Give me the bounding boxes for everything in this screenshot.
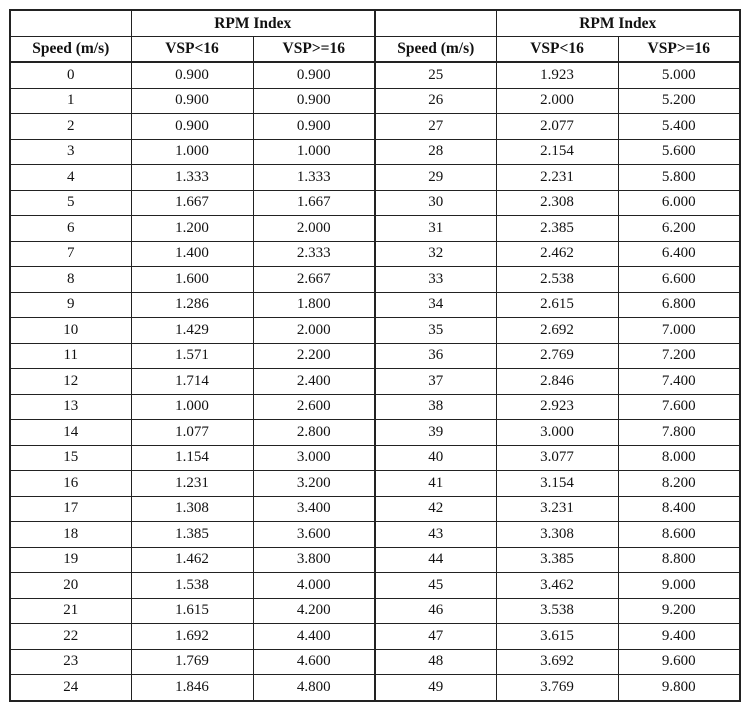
vsp-lt16-cell-right: 3.538: [496, 598, 618, 624]
vsp-ge16-cell-right: 7.200: [618, 343, 740, 369]
speed-cell-left: 24: [10, 675, 131, 701]
speed-cell-left: 11: [10, 343, 131, 369]
table-row: [10, 420, 740, 446]
speed-cell-left: 13: [10, 394, 131, 420]
table-row: [10, 292, 740, 318]
vsp-ge16-cell-left: 0.900: [253, 88, 375, 114]
vsp-ge16-cell-right: 5.000: [618, 62, 740, 88]
vsp-lt16-cell-left: 1.846: [131, 675, 253, 701]
vsp-ge16-cell-right: 9.800: [618, 675, 740, 701]
header-blank-left: [10, 10, 131, 36]
vsp-ge16-cell-left: 3.000: [253, 445, 375, 471]
table-row: [10, 445, 740, 471]
table-row: [10, 267, 740, 293]
table-row: [10, 318, 740, 344]
vsp-ge16-cell-right: 8.600: [618, 522, 740, 548]
table-row: [10, 190, 740, 216]
vsp-ge16-cell-left: 1.667: [253, 190, 375, 216]
vsp-lt16-cell-left: 1.154: [131, 445, 253, 471]
group-title-right: RPM Index: [496, 10, 740, 36]
vsp-ge16-cell-right: 8.400: [618, 496, 740, 522]
vsp-lt16-cell-right: 2.308: [496, 190, 618, 216]
group-title-left: RPM Index: [131, 10, 375, 36]
table-row: [10, 88, 740, 114]
vsp-ge16-cell-left: 2.000: [253, 216, 375, 242]
vsp-ge16-cell-left: 0.900: [253, 114, 375, 140]
table-row: [10, 573, 740, 599]
speed-cell-left: 4: [10, 165, 131, 191]
vsp-lt16-cell-right: 2.000: [496, 88, 618, 114]
vsp-lt16-cell-right: 1.923: [496, 62, 618, 88]
vsp-ge16-cell-right: 9.000: [618, 573, 740, 599]
col-header-vsp-ge16-left: VSP>=16: [253, 36, 375, 62]
vsp-lt16-cell-right: 2.077: [496, 114, 618, 140]
vsp-lt16-cell-right: 3.769: [496, 675, 618, 701]
table-row: [10, 496, 740, 522]
table-row: [10, 62, 740, 88]
speed-cell-left: 14: [10, 420, 131, 446]
vsp-lt16-cell-right: 3.692: [496, 649, 618, 675]
speed-cell-left: 10: [10, 318, 131, 344]
col-header-vsp-ge16-right: VSP>=16: [618, 36, 740, 62]
vsp-lt16-cell-right: 3.077: [496, 445, 618, 471]
speed-cell-left: 21: [10, 598, 131, 624]
vsp-lt16-cell-left: 0.900: [131, 114, 253, 140]
speed-cell-right: 33: [375, 267, 496, 293]
speed-cell-right: 40: [375, 445, 496, 471]
speed-cell-right: 46: [375, 598, 496, 624]
speed-cell-left: 5: [10, 190, 131, 216]
vsp-ge16-cell-left: 3.400: [253, 496, 375, 522]
speed-cell-right: 48: [375, 649, 496, 675]
speed-cell-left: 17: [10, 496, 131, 522]
speed-cell-right: 32: [375, 241, 496, 267]
vsp-ge16-cell-right: 7.800: [618, 420, 740, 446]
vsp-lt16-cell-left: 1.286: [131, 292, 253, 318]
vsp-ge16-cell-right: 7.400: [618, 369, 740, 395]
vsp-ge16-cell-left: 2.400: [253, 369, 375, 395]
table-row: [10, 139, 740, 165]
vsp-ge16-cell-right: 6.200: [618, 216, 740, 242]
speed-cell-left: 9: [10, 292, 131, 318]
vsp-lt16-cell-right: 2.923: [496, 394, 618, 420]
vsp-ge16-cell-left: 4.400: [253, 624, 375, 650]
speed-cell-left: 23: [10, 649, 131, 675]
vsp-lt16-cell-left: 1.333: [131, 165, 253, 191]
vsp-lt16-cell-right: 3.154: [496, 471, 618, 497]
vsp-lt16-cell-left: 1.429: [131, 318, 253, 344]
vsp-ge16-cell-right: 5.400: [618, 114, 740, 140]
vsp-ge16-cell-left: 2.667: [253, 267, 375, 293]
speed-cell-left: 18: [10, 522, 131, 548]
vsp-ge16-cell-left: 4.600: [253, 649, 375, 675]
speed-cell-right: 44: [375, 547, 496, 573]
speed-cell-left: 12: [10, 369, 131, 395]
vsp-ge16-cell-right: 9.400: [618, 624, 740, 650]
speed-cell-left: 6: [10, 216, 131, 242]
speed-cell-right: 34: [375, 292, 496, 318]
vsp-ge16-cell-left: 1.800: [253, 292, 375, 318]
speed-cell-right: 39: [375, 420, 496, 446]
speed-cell-left: 20: [10, 573, 131, 599]
vsp-lt16-cell-left: 1.000: [131, 139, 253, 165]
vsp-lt16-cell-left: 1.462: [131, 547, 253, 573]
vsp-lt16-cell-left: 1.200: [131, 216, 253, 242]
vsp-lt16-cell-right: 3.385: [496, 547, 618, 573]
vsp-ge16-cell-left: 2.000: [253, 318, 375, 344]
vsp-ge16-cell-right: 8.000: [618, 445, 740, 471]
vsp-ge16-cell-left: 4.800: [253, 675, 375, 701]
vsp-ge16-cell-right: 9.600: [618, 649, 740, 675]
vsp-ge16-cell-left: 2.800: [253, 420, 375, 446]
table-row: [10, 216, 740, 242]
vsp-lt16-cell-left: 1.538: [131, 573, 253, 599]
vsp-lt16-cell-left: 1.615: [131, 598, 253, 624]
speed-cell-right: 25: [375, 62, 496, 88]
speed-cell-right: 45: [375, 573, 496, 599]
table-header: [10, 10, 740, 62]
rpm-index-table-container: [9, 9, 741, 702]
table-row: [10, 522, 740, 548]
vsp-lt16-cell-right: 2.154: [496, 139, 618, 165]
speed-cell-right: 42: [375, 496, 496, 522]
vsp-lt16-cell-right: 2.462: [496, 241, 618, 267]
table-row: [10, 369, 740, 395]
speed-cell-left: 7: [10, 241, 131, 267]
vsp-lt16-cell-left: 1.385: [131, 522, 253, 548]
vsp-ge16-cell-right: 5.600: [618, 139, 740, 165]
vsp-lt16-cell-right: 2.231: [496, 165, 618, 191]
table-body: [10, 62, 740, 701]
vsp-lt16-cell-right: 3.462: [496, 573, 618, 599]
speed-cell-right: 49: [375, 675, 496, 701]
vsp-ge16-cell-right: 6.800: [618, 292, 740, 318]
header-group-row: [10, 10, 740, 36]
col-header-speed-right: Speed (m/s): [375, 36, 496, 62]
vsp-lt16-cell-right: 2.615: [496, 292, 618, 318]
speed-cell-right: 47: [375, 624, 496, 650]
vsp-ge16-cell-left: 2.333: [253, 241, 375, 267]
vsp-lt16-cell-right: 3.231: [496, 496, 618, 522]
vsp-lt16-cell-right: 3.000: [496, 420, 618, 446]
table-row: [10, 241, 740, 267]
speed-cell-right: 36: [375, 343, 496, 369]
speed-cell-right: 31: [375, 216, 496, 242]
speed-cell-right: 35: [375, 318, 496, 344]
vsp-lt16-cell-left: 1.692: [131, 624, 253, 650]
speed-cell-left: 22: [10, 624, 131, 650]
header-column-row: [10, 36, 740, 62]
speed-cell-left: 8: [10, 267, 131, 293]
vsp-ge16-cell-right: 7.600: [618, 394, 740, 420]
vsp-lt16-cell-left: 1.769: [131, 649, 253, 675]
table-row: [10, 165, 740, 191]
table-row: [10, 675, 740, 701]
vsp-lt16-cell-right: 2.846: [496, 369, 618, 395]
vsp-lt16-cell-left: 1.400: [131, 241, 253, 267]
vsp-ge16-cell-left: 2.600: [253, 394, 375, 420]
table-row: [10, 343, 740, 369]
table-row: [10, 471, 740, 497]
vsp-lt16-cell-right: 2.692: [496, 318, 618, 344]
vsp-ge16-cell-left: 3.800: [253, 547, 375, 573]
table-row: [10, 624, 740, 650]
speed-cell-right: 30: [375, 190, 496, 216]
table-row: [10, 649, 740, 675]
speed-cell-left: 0: [10, 62, 131, 88]
speed-cell-right: 29: [375, 165, 496, 191]
speed-cell-right: 43: [375, 522, 496, 548]
speed-cell-right: 41: [375, 471, 496, 497]
vsp-ge16-cell-left: 4.200: [253, 598, 375, 624]
vsp-lt16-cell-right: 3.615: [496, 624, 618, 650]
vsp-lt16-cell-left: 0.900: [131, 88, 253, 114]
vsp-ge16-cell-left: 1.333: [253, 165, 375, 191]
speed-cell-right: 26: [375, 88, 496, 114]
speed-cell-right: 27: [375, 114, 496, 140]
vsp-ge16-cell-right: 5.200: [618, 88, 740, 114]
speed-cell-right: 37: [375, 369, 496, 395]
rpm-index-table: [9, 9, 741, 702]
table-row: [10, 394, 740, 420]
vsp-ge16-cell-right: 7.000: [618, 318, 740, 344]
vsp-lt16-cell-left: 1.077: [131, 420, 253, 446]
vsp-lt16-cell-left: 1.231: [131, 471, 253, 497]
vsp-ge16-cell-right: 8.200: [618, 471, 740, 497]
col-header-speed-left: Speed (m/s): [10, 36, 131, 62]
vsp-lt16-cell-right: 2.538: [496, 267, 618, 293]
vsp-lt16-cell-left: 1.714: [131, 369, 253, 395]
table-row: [10, 598, 740, 624]
vsp-lt16-cell-right: 2.769: [496, 343, 618, 369]
speed-cell-right: 38: [375, 394, 496, 420]
col-header-vsp-lt16-left: VSP<16: [131, 36, 253, 62]
vsp-ge16-cell-left: 3.200: [253, 471, 375, 497]
vsp-lt16-cell-right: 3.308: [496, 522, 618, 548]
vsp-lt16-cell-left: 1.000: [131, 394, 253, 420]
header-blank-right: [375, 10, 496, 36]
vsp-ge16-cell-right: 6.000: [618, 190, 740, 216]
vsp-lt16-cell-left: 1.600: [131, 267, 253, 293]
vsp-ge16-cell-left: 4.000: [253, 573, 375, 599]
vsp-ge16-cell-right: 5.800: [618, 165, 740, 191]
vsp-lt16-cell-left: 0.900: [131, 62, 253, 88]
vsp-lt16-cell-left: 1.308: [131, 496, 253, 522]
vsp-ge16-cell-right: 9.200: [618, 598, 740, 624]
speed-cell-right: 28: [375, 139, 496, 165]
vsp-ge16-cell-left: 2.200: [253, 343, 375, 369]
col-header-vsp-lt16-right: VSP<16: [496, 36, 618, 62]
speed-cell-left: 15: [10, 445, 131, 471]
speed-cell-left: 1: [10, 88, 131, 114]
vsp-ge16-cell-right: 8.800: [618, 547, 740, 573]
vsp-lt16-cell-left: 1.667: [131, 190, 253, 216]
vsp-lt16-cell-right: 2.385: [496, 216, 618, 242]
vsp-ge16-cell-right: 6.400: [618, 241, 740, 267]
vsp-ge16-cell-left: 0.900: [253, 62, 375, 88]
speed-cell-left: 19: [10, 547, 131, 573]
table-row: [10, 114, 740, 140]
speed-cell-left: 3: [10, 139, 131, 165]
vsp-ge16-cell-right: 6.600: [618, 267, 740, 293]
vsp-ge16-cell-left: 1.000: [253, 139, 375, 165]
speed-cell-left: 2: [10, 114, 131, 140]
table-row: [10, 547, 740, 573]
vsp-lt16-cell-left: 1.571: [131, 343, 253, 369]
speed-cell-left: 16: [10, 471, 131, 497]
vsp-ge16-cell-left: 3.600: [253, 522, 375, 548]
